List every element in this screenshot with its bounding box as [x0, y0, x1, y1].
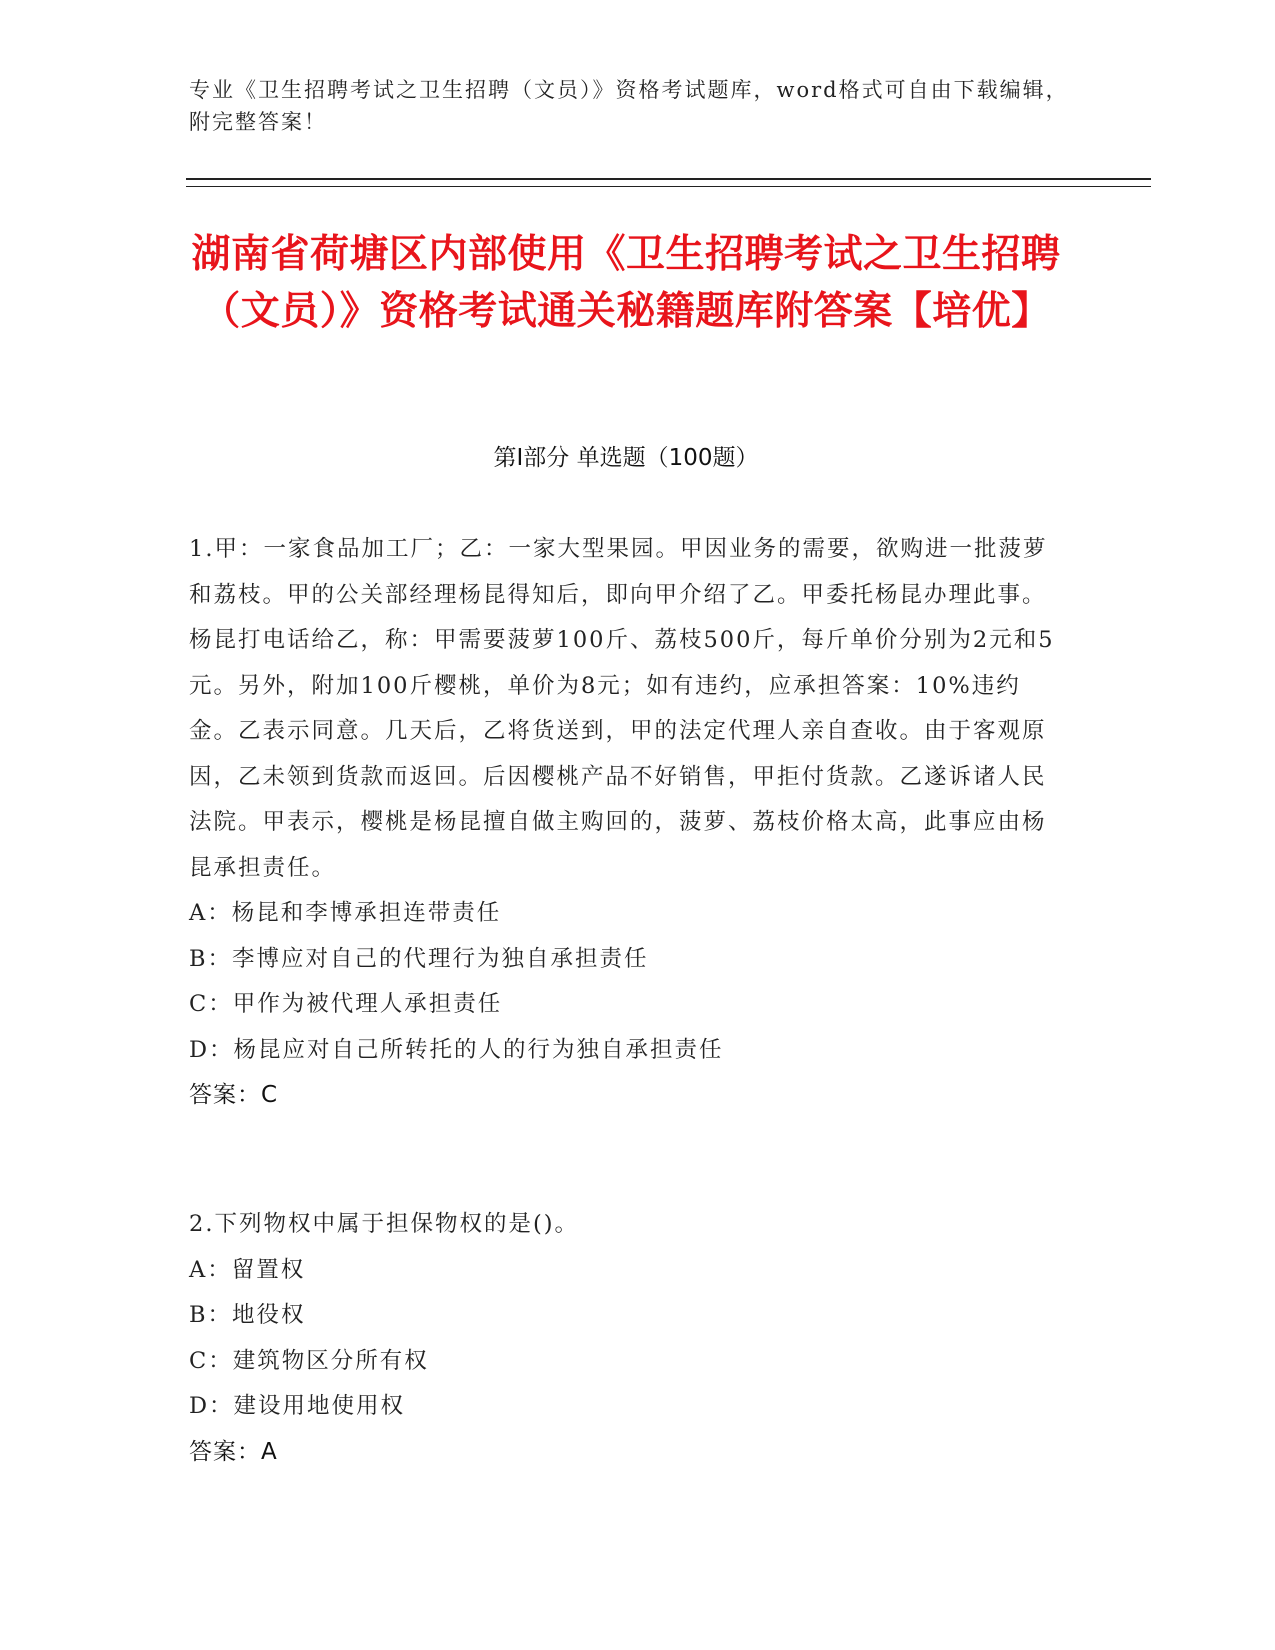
header-note: 专业《卫生招聘考试之卫生招聘（文员）》资格考试题库，word格式可自由下载编辑，附完整答案！	[189, 78, 1069, 134]
question-stem: 1.甲：一家食品加工厂；乙：一家大型果园。甲因业务的需要，欲购进一批菠萝和荔枝。甲的公关部经理杨昆得知后，即向甲介绍了乙。甲委托杨昆办理此事。杨昆打电话给乙，称：甲需要菠萝100斤、荔枝500斤，每斤单价分别为2元和5元。另外，附加100斤樱桃，单价为8元；如有违约，应承担答案：10%违约金。乙表示同意。几天后，乙将货送到，甲的法定代理人亲自查收。由于客观原因，乙未领到货款而返回。后因樱桃产品不好销售，甲拒付货款。乙遂诉诸人民法院。甲表示，樱桃是杨昆擅自做主购回的，菠萝、荔枝价格太高，此事应由杨昆承担责任。	[189, 536, 1055, 881]
section-heading: 第Ⅰ部分 单选题（100题）	[493, 445, 759, 471]
option-b: B：李博应对自己的代理行为独自承担责任	[189, 945, 649, 972]
question-2	[189, 1202, 1069, 1475]
document-title: 湖南省荷塘区内部使用《卫生招聘考试之卫生招聘（文员）》资格考试通关秘籍题库附答案【培优】	[191, 232, 1061, 334]
option-d: D：建设用地使用权	[189, 1393, 406, 1419]
answer-line: 答案：A	[189, 1438, 278, 1465]
answer-line: 答案：C	[189, 1082, 279, 1108]
option-c: C：甲作为被代理人承担责任	[189, 991, 503, 1017]
option-a: A：杨昆和李博承担连带责任	[189, 900, 502, 926]
option-a: A：留置权	[189, 1256, 306, 1283]
option-c: C：建筑物区分所有权	[189, 1347, 429, 1374]
question-1	[189, 527, 1069, 1118]
option-d: D：杨昆应对自己所转托的人的行为独自承担责任	[189, 1036, 724, 1063]
option-b: B：地役权	[189, 1302, 306, 1328]
header-divider	[186, 178, 1151, 187]
question-stem: 2.下列物权中属于担保物权的是()。	[189, 1211, 580, 1237]
